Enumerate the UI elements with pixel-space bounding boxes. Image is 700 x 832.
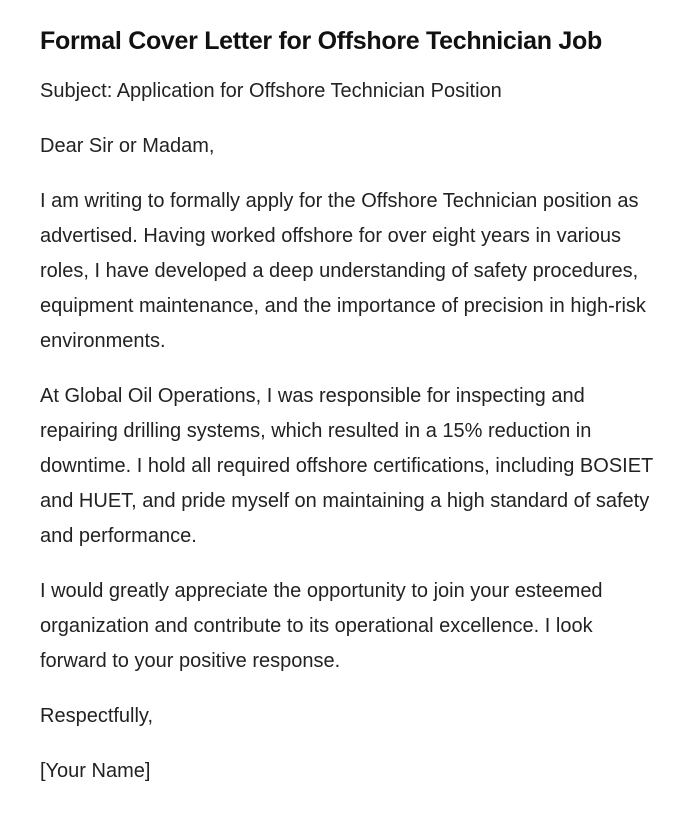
letter-signature: [Your Name] (40, 760, 151, 782)
letter-paragraph-closing: I would greatly appreciate the opportunity to join your esteemed organization and contribute to its operational excellence. I look forward to your positive response. (40, 580, 603, 672)
letter-title: Formal Cover Letter for Offshore Technician Job (40, 27, 602, 55)
cover-letter (40, 22, 655, 809)
letter-paragraph-intro: I am writing to formally apply for the Offshore Technician position as advertised. Having worked offshore for over eight years in various roles, I have developed a deep understanding of safety procedures, equipment maintenance, and the importance of precision in high-risk environments. (40, 190, 646, 352)
letter-subject: Subject: Application for Offshore Technician Position (40, 80, 502, 102)
letter-closing: Respectfully, (40, 705, 154, 727)
letter-paragraph-experience: At Global Oil Operations, I was responsible for inspecting and repairing drilling systems, which resulted in a 15% reduction in downtime. I hold all required offshore certifications, including BOSIET and HUET, and pride myself on maintaining a high standard of safety and performance. (40, 385, 653, 547)
letter-salutation: Dear Sir or Madam, (40, 135, 215, 157)
